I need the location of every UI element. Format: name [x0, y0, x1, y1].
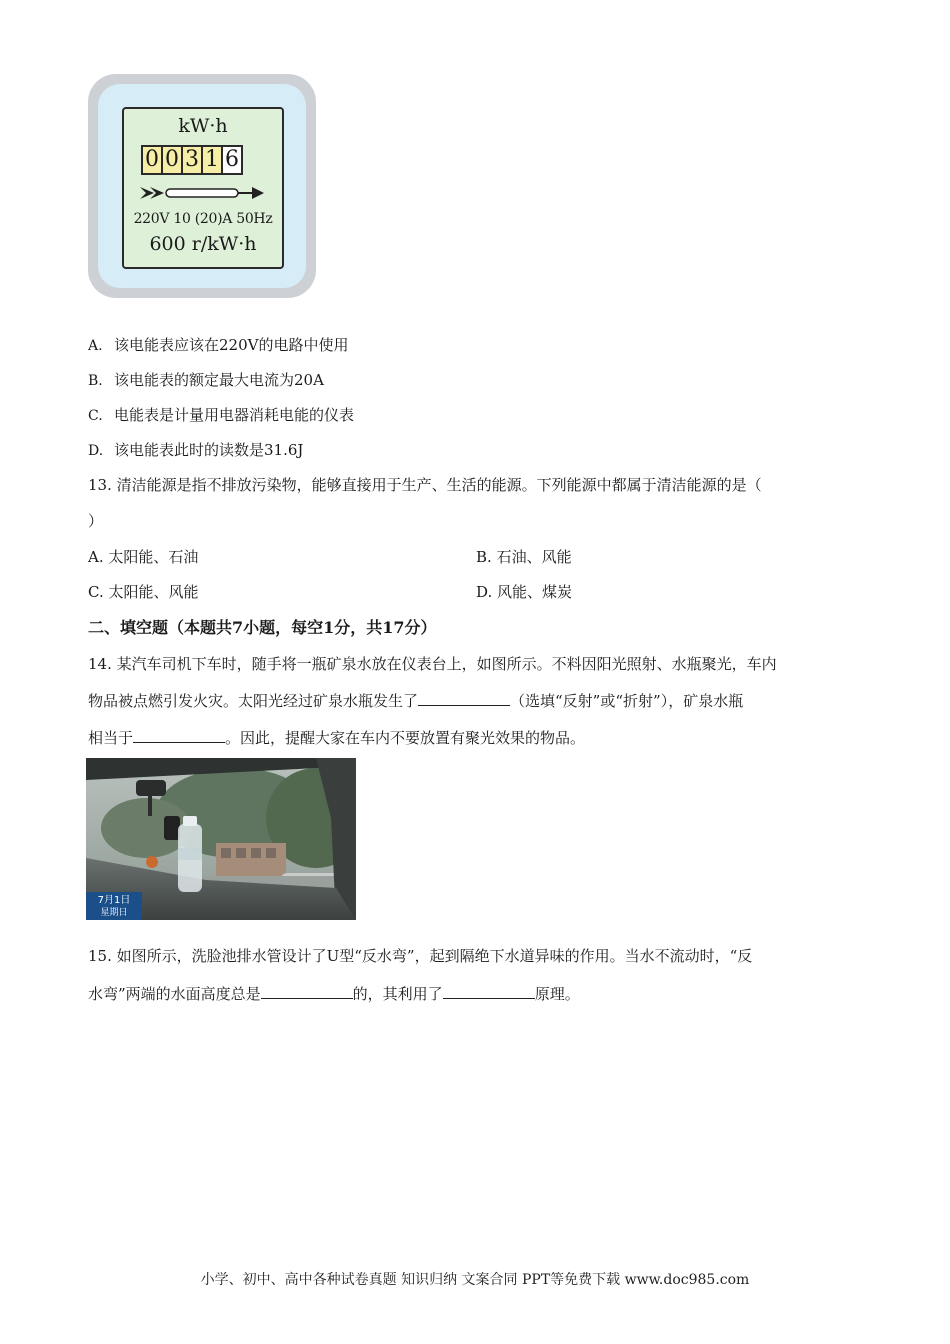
meter-digit: 1	[201, 145, 223, 175]
q15-text: 水弯”两端的水面高度总是	[88, 985, 261, 1003]
car-dashboard-photo	[86, 758, 356, 920]
photo-caption-weekday: 星期日	[100, 908, 128, 918]
option-text: 电能表是计量用电器消耗电能的仪表	[114, 406, 355, 424]
option-label: C.	[88, 583, 104, 601]
q12-option-d	[88, 439, 303, 462]
q15-text: 的，其利用了	[352, 985, 443, 1003]
q13-stem-line2: ）	[88, 512, 104, 530]
option-text: 该电能表此时的读数是31.6J	[114, 441, 304, 459]
option-label: A.	[88, 548, 104, 566]
option-text: 太阳能、石油	[108, 548, 199, 566]
q15-text: 原理。	[534, 985, 580, 1003]
q13-option-a	[88, 546, 198, 568]
q14-stem-line1: 14. 某汽车司机下车时，随手将一瓶矿泉水放在仪表台上，如图所示。不料因阳光照射、水瓶聚光，车内	[88, 655, 777, 673]
option-text: 太阳能、风能	[108, 583, 199, 601]
section-heading: 二、填空题（本题共7小题，每空1分，共17分）	[88, 618, 437, 637]
q13-option-c	[88, 581, 199, 603]
option-text: 石油、风能	[496, 548, 572, 566]
meter-revolution-label: 600 r/kW·h	[149, 233, 257, 255]
meter-digit: 0	[161, 145, 183, 175]
q13-option-d	[476, 581, 572, 603]
q12-option-a	[88, 334, 348, 357]
q13-option-b	[476, 546, 572, 568]
q15-stem-line2	[88, 983, 580, 1005]
q12-option-b	[88, 369, 324, 392]
meter-unit-label: kW·h	[178, 115, 228, 137]
option-label: B.	[476, 548, 492, 566]
meter-digit-decimal: 6	[221, 145, 243, 175]
meter-bezel	[98, 84, 306, 288]
electric-meter-figure	[88, 74, 316, 298]
meter-spec-label: 220V 10 (20)A 50Hz	[133, 211, 273, 227]
page-footer: 小学、初中、高中各种试卷真题 知识归纳 文案合同 PPT等免费下载 www.doc985.com	[200, 1272, 750, 1288]
answer-blank[interactable]	[443, 984, 535, 999]
q14-text: 相当于	[88, 729, 134, 747]
q15-stem-line1: 15. 如图所示，洗脸池排水管设计了U型“反水弯”，起到隔绝下水道异味的作用。当水不流动时，“反	[88, 947, 753, 965]
meter-arrow-icon	[140, 185, 266, 201]
option-label: D.	[88, 443, 104, 459]
option-label: D.	[476, 583, 493, 601]
answer-blank[interactable]	[261, 984, 353, 999]
meter-digit-counter	[141, 145, 241, 175]
q14-stem-line2	[88, 690, 743, 712]
meter-face	[122, 107, 284, 269]
option-text: 该电能表应该在220V的电路中使用	[114, 336, 349, 354]
car-scene-image	[86, 758, 356, 920]
meter-digit: 3	[181, 145, 203, 175]
option-text: 该电能表的额定最大电流为20A	[114, 371, 324, 389]
option-label: C.	[88, 408, 103, 424]
option-text: 风能、煤炭	[497, 583, 573, 601]
meter-digit: 0	[141, 145, 163, 175]
option-label: B.	[88, 373, 103, 389]
answer-blank[interactable]	[418, 691, 510, 706]
q14-text: 。因此，提醒大家在车内不要放置有聚光效果的物品。	[225, 729, 586, 747]
q14-text: 物品被点燃引发火灾。太阳光经过矿泉水瓶发生了	[88, 692, 419, 710]
q12-option-c	[88, 404, 354, 427]
q14-stem-line3	[88, 727, 585, 749]
answer-blank[interactable]	[133, 728, 225, 743]
q14-text: （选填“反射”或“折射”），矿泉水瓶	[510, 692, 744, 710]
photo-caption-date: 7月1日	[97, 895, 131, 906]
option-label: A.	[88, 338, 103, 354]
q13-stem-line1: 13. 清洁能源是指不排放污染物，能够直接用于生产、生活的能源。下列能源中都属于清洁能源的是（	[88, 476, 762, 494]
